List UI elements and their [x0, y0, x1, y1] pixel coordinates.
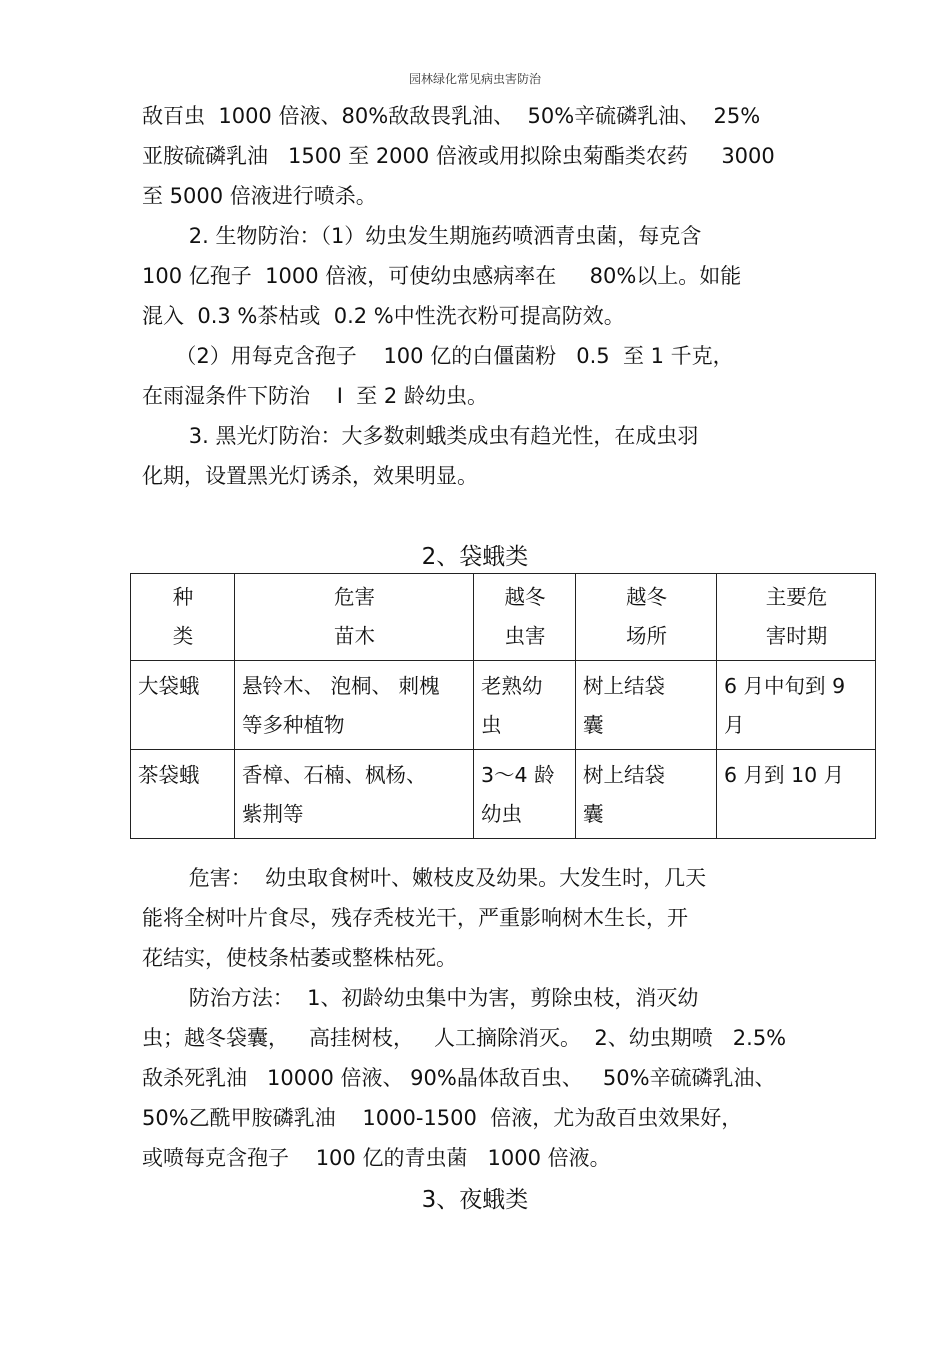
- table-cell: [717, 661, 876, 750]
- cell-line: 老熟幼: [481, 674, 543, 698]
- text-line: 能将全树叶片食尽，残存秃枝光干，严重影响树木生长，开: [142, 906, 688, 930]
- cell-line: 6 月到 10 月: [724, 763, 845, 787]
- table-cell: [474, 750, 576, 839]
- cell-line: 树上结袋: [583, 763, 665, 787]
- table-cell: [131, 750, 235, 839]
- table-cell: [235, 750, 474, 839]
- header-line: 场所: [626, 624, 667, 648]
- table-cell: [717, 750, 876, 839]
- table-row: [131, 750, 876, 839]
- header-line: 越冬: [626, 585, 667, 609]
- text-line: 100 亿孢子 1000 倍液，可使幼虫感病率在 80%以上。如能: [142, 264, 742, 288]
- text-line: 化期，设置黑光灯诱杀，效果明显。: [142, 464, 478, 488]
- text-line: 混入 0.3 %茶枯或 0.2 %中性洗衣粉可提高防效。: [142, 304, 625, 328]
- section-heading-noctuid: 3、夜蛾类: [421, 1187, 529, 1213]
- table-body: [131, 661, 876, 839]
- cell-line: 囊: [583, 802, 604, 826]
- cell-line: 6 月中旬到 9: [724, 674, 846, 698]
- pest-table: [130, 573, 876, 839]
- running-header: 园林绿化常见病虫害防治: [408, 72, 541, 86]
- table-header-row: [131, 574, 876, 661]
- column-header: [131, 574, 235, 661]
- text-line: 至 5000 倍液进行喷杀。: [142, 184, 377, 208]
- text-line: 2. 生物防治：（1）幼虫发生期施药喷洒青虫菌，每克含: [142, 224, 702, 248]
- text-line: 50%乙酰甲胺磷乳油 1000-1500 倍液，尤为敌百虫效果好，: [142, 1106, 743, 1130]
- cell-line: 3～4 龄: [481, 763, 555, 787]
- cell-line: 悬铃木、 泡桐、 刺槐: [242, 674, 440, 698]
- cell-line: 大袋蛾: [138, 674, 200, 698]
- header-line: 越冬: [504, 585, 546, 609]
- cell-line: 囊: [583, 713, 604, 737]
- column-header: [235, 574, 474, 661]
- cell-line: 树上结袋: [583, 674, 665, 698]
- cell-line: 等多种植物: [242, 713, 345, 737]
- header-line: 害时期: [765, 624, 828, 648]
- column-header: [717, 574, 876, 661]
- text-line: 在雨湿条件下防治 I 至 2 龄幼虫。: [142, 384, 488, 408]
- table-header: [131, 574, 876, 661]
- table-row: [131, 661, 876, 750]
- text-line: 防治方法： 1、初龄幼虫集中为害，剪除虫枝，消灭幼: [142, 986, 699, 1010]
- header-line: 危害: [334, 585, 375, 609]
- table-cell: [474, 661, 576, 750]
- table-cell: [576, 750, 717, 839]
- column-header: [576, 574, 717, 661]
- cell-line: 虫: [481, 713, 502, 737]
- text-line: 3. 黑光灯防治：大多数刺蛾类成虫有趋光性，在成虫羽: [142, 424, 699, 448]
- header-line: 主要危: [765, 585, 828, 609]
- table-cell: [576, 661, 717, 750]
- text-line: 或喷每克含孢子 100 亿的青虫菌 1000 倍液。: [142, 1146, 611, 1170]
- cell-line: 紫荆等: [242, 802, 304, 826]
- text-line: 亚胺硫磷乳油 1500 至 2000 倍液或用拟除虫菊酯类农药 3000: [142, 144, 775, 168]
- cell-line: 香樟、石楠、枫杨、: [242, 763, 427, 787]
- text-line: 敌百虫 1000 倍液、80%敌敌畏乳油、 50%辛硫磷乳油、 25%: [142, 104, 761, 128]
- cell-line: 茶袋蛾: [138, 763, 200, 787]
- text-line: 危害： 幼虫取食树叶、嫩枝皮及幼果。大发生时，几天: [142, 866, 707, 890]
- header-line: 种: [172, 585, 194, 609]
- cell-line: 月: [724, 713, 745, 737]
- text-line: （2）用每克含孢子 100 亿的白僵菌粉 0.5 至 1 千克，: [142, 344, 734, 368]
- column-header: [474, 574, 576, 661]
- table-cell: [235, 661, 474, 750]
- cell-line: 幼虫: [481, 802, 522, 826]
- header-line: 虫害: [504, 624, 546, 648]
- header-line: 类: [172, 624, 194, 648]
- section-heading-bagworm: 2、袋蛾类: [421, 544, 529, 570]
- text-line: 虫；越冬袋囊， 高挂树枝， 人工摘除消灭。 2、幼虫期喷 2.5%: [142, 1026, 787, 1050]
- text-line: 敌杀死乳油 10000 倍液、 90%晶体敌百虫、 50%辛硫磷乳油、: [142, 1066, 776, 1090]
- table-cell: [131, 661, 235, 750]
- text-line: 花结实，使枝条枯萎或整株枯死。: [142, 946, 457, 970]
- header-line: 苗木: [334, 624, 375, 648]
